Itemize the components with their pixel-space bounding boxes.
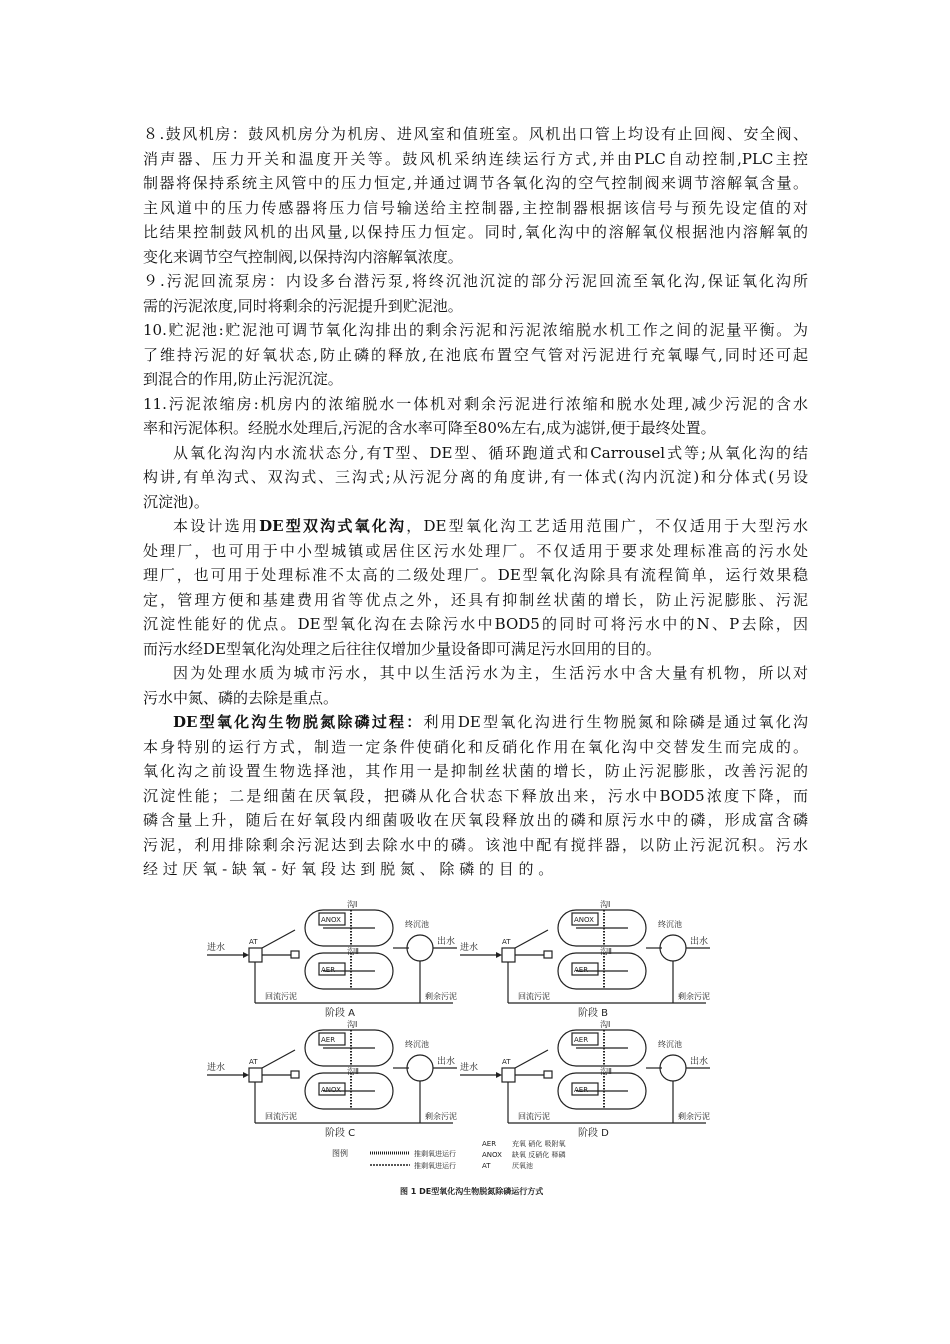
text-line: ８.鼓风机房：鼓风机房分为机房、进风室和值班室。风机出口管上均设有止回阀、安全阀、	[143, 125, 808, 143]
excess-sludge-label: 剩余污泥	[678, 1112, 710, 1121]
inlet-label: 进水	[460, 1063, 479, 1073]
text-line: 经 过 厌 氧 - 缺 氧 - 好 氧 段 达 到 脱 氮 、 除 磷 的 目 的 。	[143, 860, 554, 878]
clarifier-label: 终沉池	[405, 920, 429, 929]
selector-label: AT	[249, 938, 258, 946]
clarifier	[660, 1055, 686, 1081]
flow-line	[262, 1050, 295, 1068]
bold-heading: DE型氧化沟生物脱氮除磷过程：	[173, 713, 424, 731]
text-line: 污水中氮、磷的去除是重点。	[143, 688, 339, 707]
text-line: 变化来调节空气控制阀,以保持沟内溶解氧浓度。	[143, 247, 463, 266]
tank-top-label: AER	[574, 1036, 589, 1044]
text-line: 理厂，也可用于处理标准不太高的二级处理厂。DE型氧化沟除具有流程简单，运行效果稳	[143, 566, 808, 584]
stage-label: 阶段 D	[578, 1128, 609, 1139]
distribution-well	[291, 951, 299, 958]
inlet-label: 进水	[460, 943, 479, 953]
tank-bottom-label: ANOX	[321, 1086, 341, 1094]
figure-caption: 图 1 DE型氧化沟生物脱氮除磷运行方式	[400, 1187, 544, 1196]
outlet-label: 出水	[690, 937, 709, 947]
clarifier-label: 终沉池	[658, 920, 682, 929]
paragraph-sludge-return-pump	[143, 269, 808, 318]
paragraph-ditch-types	[143, 441, 808, 515]
text-line: 到混合的作用,防止污泥沉淀。	[143, 370, 343, 388]
arrowhead	[496, 952, 502, 958]
text-line: 10.贮泥池:贮泥池可调节氧化沟排出的剩余污泥和污泥浓缩脱水机工作之间的泥量平衡。为	[143, 321, 808, 339]
clarifier	[660, 935, 686, 961]
arrowhead	[243, 1072, 249, 1078]
inlet-label: 进水	[207, 943, 226, 953]
legend-left-item: 推剩氧进运行	[414, 1162, 456, 1170]
return-sludge-label: 回流污泥	[518, 992, 550, 1001]
tank-top-label: AER	[321, 1036, 336, 1044]
text-line: ９.污泥回流泵房：内设多台潜污泵,将终沉池沉淀的部分污泥回流至氧化沟,保证氧化沟所	[143, 272, 808, 290]
excess-sludge-label: 剩余污泥	[425, 1112, 457, 1121]
ditch-bottom-label: 沟Ⅱ	[600, 947, 612, 956]
distribution-well	[544, 1071, 552, 1078]
tank-top-label: ANOX	[574, 916, 594, 924]
text-line: 构讲,有单沟式、双沟式、三沟式;从污泥分离的角度讲,有一体式(沟内沉淀)和分体式(另设	[143, 468, 808, 486]
tank-top-label: ANOX	[321, 916, 341, 924]
text-line: 氧化沟之前设置生物选择池，其作用一是抑制丝状菌的增长，防止污泥膨胀，改善污泥的	[143, 762, 808, 780]
stage-label: 阶段 A	[325, 1008, 356, 1019]
flow-line	[515, 1050, 548, 1068]
ditch-top-label: 沟Ⅰ	[600, 1020, 611, 1029]
ditch-top-label: 沟Ⅰ	[347, 900, 358, 909]
text-line: 消声器、压力开关和温度开关等。鼓风机采纳连续运行方式,并由PLC自动控制,PLC主控	[143, 149, 808, 168]
text-line: 率和污泥体积。经脱水处理后,污泥的含水率可降至80%左右,成为滤饼,便于最终处置。	[143, 419, 716, 437]
excess-sludge-label: 剩余污泥	[678, 992, 710, 1001]
legend-abbr: AER	[482, 1140, 497, 1148]
text-line: 沉淀性能；二是细菌在厌氧段，把磷从化合状态下释放出来，污水中BOD5浓度下降，而	[143, 786, 808, 805]
text-line: 11.污泥浓缩房:机房内的浓缩脱水一体机对剩余污泥进行浓缩和脱水处理,减少污泥的含水	[143, 394, 808, 413]
selector-label: AT	[502, 938, 511, 946]
legend-left-item: 推剩氧进运行	[414, 1150, 456, 1158]
return-sludge-label: 回流污泥	[265, 992, 297, 1001]
selector-label: AT	[249, 1058, 258, 1066]
paragraph-sludge-thickening	[143, 392, 808, 441]
legend-title: 图例	[332, 1149, 348, 1158]
text-line: 沉淀性能好的优点。DE型氧化沟在去除污水中BOD5的同时可将污水中的N、P去除，因	[143, 615, 808, 633]
flow-line	[515, 930, 548, 948]
ditch-top-label: 沟Ⅰ	[600, 900, 611, 909]
paragraph-blower-room	[143, 122, 808, 269]
text-line: 沉淀池)。	[143, 492, 209, 511]
tank-bottom-label: AER	[574, 1086, 589, 1094]
clarifier	[407, 1055, 433, 1081]
excess-sludge-label: 剩余污泥	[425, 992, 457, 1001]
ditch-top-label: 沟Ⅰ	[347, 1020, 358, 1029]
clarifier	[407, 935, 433, 961]
selector-box	[502, 1068, 515, 1082]
paragraph-sludge-storage	[143, 318, 808, 392]
text-line: 因为处理水质为城市污水，其中以生活污水为主，生活污水中含大量有机物，所以对	[173, 664, 808, 682]
text-line: 本设计选用DE型双沟式氧化沟，DE型氧化沟工艺适用范围广，不仅适用于大型污水	[173, 517, 808, 535]
tank-bottom-label: AER	[321, 966, 336, 974]
body-text	[143, 122, 808, 882]
text-line: 需的污泥浓度,同时将剩余的污泥提升到贮泥池。	[143, 296, 463, 315]
distribution-well	[291, 1071, 299, 1078]
selector-box	[249, 1068, 262, 1082]
ditch-bottom-label: 沟Ⅱ	[600, 1067, 612, 1076]
text-line: DE型氧化沟生物脱氮除磷过程：利用DE型氧化沟进行生物脱氮和除磷是通过氧化沟	[173, 713, 808, 731]
selector-label: AT	[502, 1058, 511, 1066]
text-line: 制器将保持系统主风管中的压力恒定,并通过调节各氧化沟的空气控制阀来调节溶解氧含量。	[143, 174, 808, 192]
legend-abbr: AT	[482, 1162, 491, 1170]
paragraph-water-quality	[143, 661, 808, 710]
return-sludge-label: 回流污泥	[518, 1112, 550, 1121]
legend-desc: 厌氧池	[512, 1162, 533, 1170]
ditch-bottom-label: 沟Ⅱ	[347, 947, 359, 956]
text-line: 而污水经DE型氧化沟处理之后往往仅增加少量设备即可满足污水回用的目的。	[143, 639, 661, 658]
legend-desc: 缺氧 反硝化 释磷	[512, 1151, 566, 1159]
paragraph-process	[143, 710, 808, 882]
flow-line	[262, 930, 295, 948]
selector-box	[502, 948, 515, 962]
text-line: 处理厂，也可用于中小型城镇或居住区污水处理厂。不仅适用于要求处理标准高的污水处	[143, 541, 808, 560]
de-ditch-operation-figure	[200, 896, 755, 1206]
text-line: 了维持污泥的好氧状态,防止磷的释放,在池底布置空气管对污泥进行充氧曝气,同时还可起	[143, 345, 808, 364]
outlet-label: 出水	[437, 1057, 456, 1067]
clarifier-label: 终沉池	[405, 1040, 429, 1049]
clarifier-label: 终沉池	[658, 1040, 682, 1049]
text-line: 从氧化沟沟内水流状态分,有T型、DE型、循环跑道式和Carrousel式等;从氧化沟的结	[173, 443, 808, 462]
text-line: 比结果控制鼓风机的出风量,以保持压力恒定。同时,氧化沟中的溶解氧仪根据池内溶解氧的	[143, 223, 808, 241]
arrowhead	[243, 952, 249, 958]
outlet-label: 出水	[690, 1057, 709, 1067]
tank-bottom-label: AER	[574, 966, 589, 974]
stage-label: 阶段 B	[578, 1008, 609, 1019]
outlet-label: 出水	[437, 937, 456, 947]
inlet-label: 进水	[207, 1063, 226, 1073]
stage-label: 阶段 C	[325, 1128, 356, 1139]
return-sludge-label: 回流污泥	[265, 1112, 297, 1121]
text-line: 定，管理方便和基建费用省等优点之外，还具有抑制丝状菌的增长，防止污泥膨胀、污泥	[143, 590, 808, 609]
selector-box	[249, 948, 262, 962]
bold-term: DE型双沟式氧化沟	[259, 517, 407, 535]
text-line: 污泥，利用排除剩余污泥达到去除水中的磷。该池中配有搅拌器，以防止污泥沉积。污水	[143, 835, 808, 854]
text-line: 本身特别的运行方式，制造一定条件使硝化和反硝化作用在氧化沟中交替发生而完成的。	[143, 737, 808, 756]
distribution-well	[544, 951, 552, 958]
ditch-bottom-label: 沟Ⅱ	[347, 1067, 359, 1076]
text-line: 磷含量上升，随后在好氧段内细菌吸收在厌氧段释放出的磷和原污水中的磷，形成富含磷	[143, 811, 808, 829]
legend-abbr: ANOX	[482, 1151, 502, 1159]
legend-desc: 充氧 硝化 吸附氧	[512, 1140, 566, 1148]
arrowhead	[496, 1072, 502, 1078]
paragraph-design-choice	[143, 514, 808, 661]
text-line: 主风道中的压力传感器将压力信号输送给主控制器,主控制器根据该信号与预先设定值的对	[143, 198, 808, 217]
